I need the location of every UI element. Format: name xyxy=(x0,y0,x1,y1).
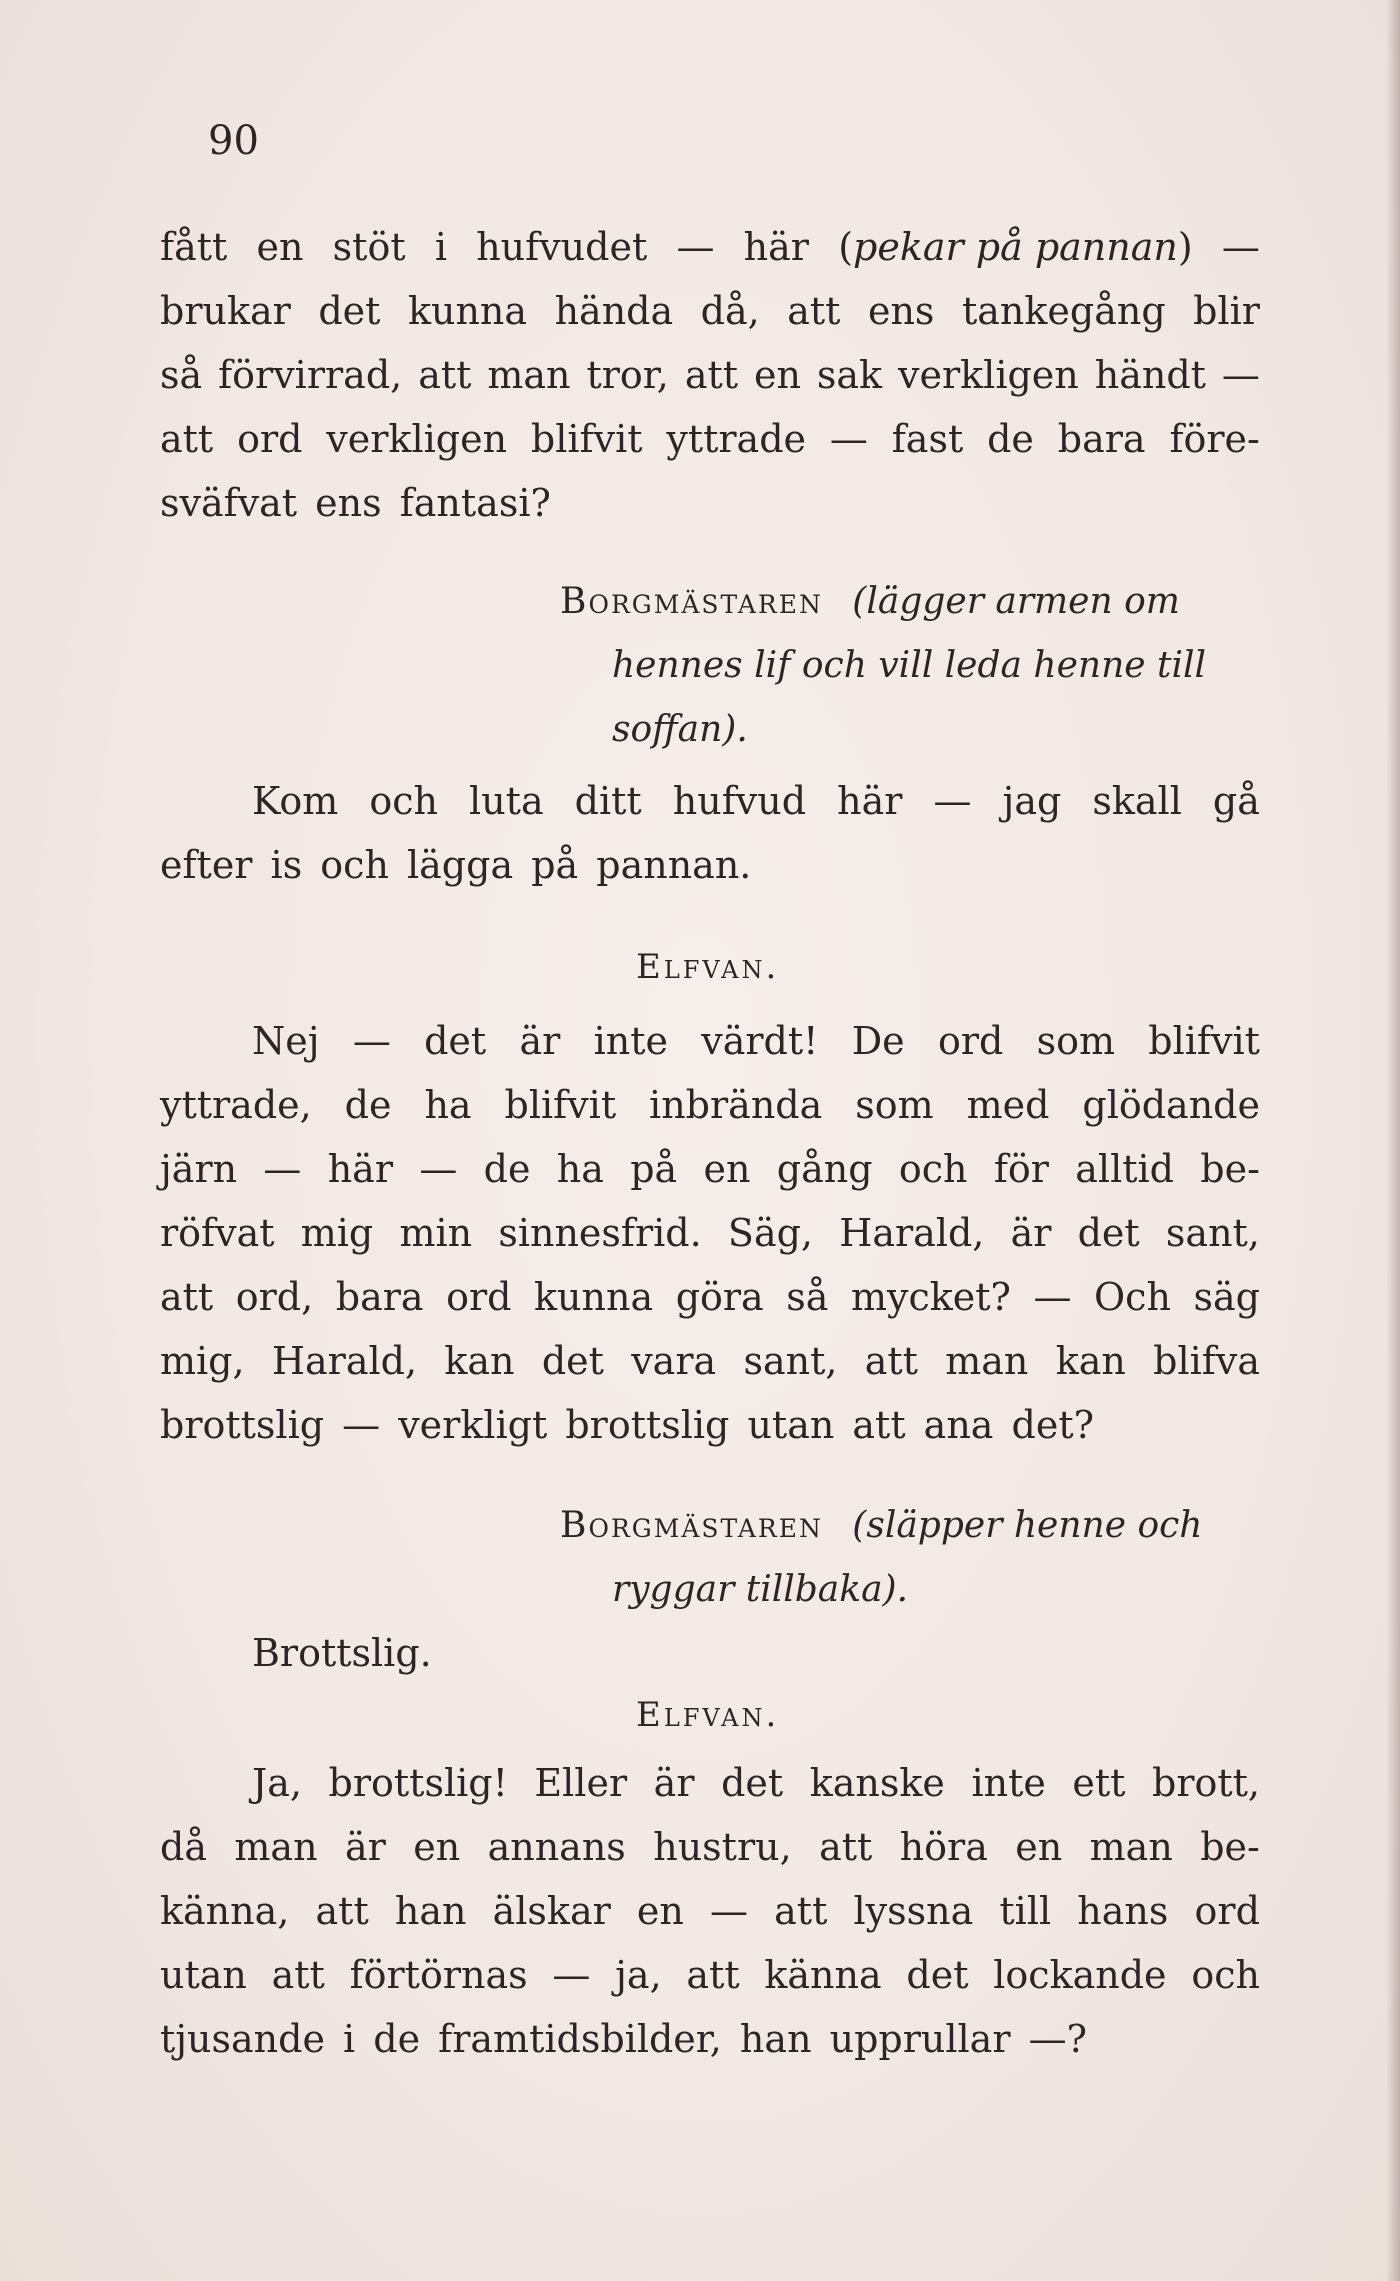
word: — xyxy=(933,779,972,823)
word: en xyxy=(703,1147,751,1191)
text-line xyxy=(252,779,1260,823)
word: utan xyxy=(160,1953,247,1997)
word: jag xyxy=(1002,779,1062,823)
word: sak xyxy=(816,353,883,397)
direction-text: ryggar tillbaka). xyxy=(612,1569,909,1610)
text-line xyxy=(252,1761,1260,1805)
word: — xyxy=(829,417,868,461)
word: hans xyxy=(1077,1889,1169,1933)
word: mig xyxy=(300,1211,374,1255)
word: — xyxy=(676,225,715,269)
text-line xyxy=(160,1953,1260,1997)
word: en xyxy=(1015,1825,1063,1869)
word: verkligen xyxy=(898,353,1079,397)
word: en xyxy=(753,353,801,397)
word: stöt xyxy=(332,225,406,269)
page-number: 90 xyxy=(208,118,259,164)
text-line-5: sväfvat ens fantasi? xyxy=(160,481,551,525)
word: ord xyxy=(1194,1889,1260,1933)
word: tror, xyxy=(586,353,669,397)
word: förtörnas xyxy=(349,1953,528,1997)
word: de xyxy=(344,1083,392,1127)
word: så xyxy=(160,353,203,397)
speaker-name: Elfvan. xyxy=(636,947,780,987)
word: att xyxy=(160,417,214,461)
word: att xyxy=(315,1889,369,1933)
direction-text: soffan). xyxy=(612,709,748,750)
word: — xyxy=(352,1019,391,1063)
word: ha xyxy=(556,1147,604,1191)
word: man xyxy=(1089,1825,1173,1869)
word: att xyxy=(684,353,739,397)
word: för xyxy=(993,1147,1049,1191)
word: är xyxy=(519,1019,561,1063)
word: blifvit xyxy=(1148,1019,1260,1063)
text-line xyxy=(160,1889,1260,1933)
word: höra xyxy=(899,1825,988,1869)
word: ord xyxy=(237,417,303,461)
word: mycket? xyxy=(850,1275,1011,1319)
word: Harald, xyxy=(271,1339,418,1383)
stage-direction-1 xyxy=(560,581,1180,622)
word: annans xyxy=(487,1825,626,1869)
word: att xyxy=(271,1953,325,1997)
word: Nej xyxy=(252,1019,320,1063)
word: händt xyxy=(1094,353,1206,397)
word: blir xyxy=(1193,289,1260,333)
word: hufvudet xyxy=(476,225,648,269)
word: som xyxy=(855,1083,934,1127)
word: De xyxy=(851,1019,905,1063)
text-line: efter is och lägga på pannan. xyxy=(160,843,752,887)
word: en xyxy=(256,225,304,269)
word: Och xyxy=(1094,1275,1171,1319)
word: det xyxy=(424,1019,487,1063)
word: och xyxy=(1191,1953,1260,1997)
word: på xyxy=(630,1147,678,1191)
word: — xyxy=(1221,225,1260,269)
word: en xyxy=(413,1825,461,1869)
stage-direction-inline: (pekar på pannan) xyxy=(838,225,1193,269)
word: att xyxy=(418,353,472,397)
word: tankegång xyxy=(961,289,1166,333)
word: en xyxy=(636,1889,684,1933)
text-line xyxy=(160,1275,1260,1319)
word: säg xyxy=(1193,1275,1260,1319)
word: här xyxy=(837,779,903,823)
word: det xyxy=(721,1761,784,1805)
word: man xyxy=(945,1339,1029,1383)
speaker-name: Borgmästaren xyxy=(560,1505,823,1546)
word: här xyxy=(743,225,809,269)
page-edge-shadow xyxy=(1386,0,1400,2281)
word: hufvud xyxy=(672,779,807,823)
word: här xyxy=(327,1147,393,1191)
word: lockande xyxy=(993,1953,1167,1997)
word: min xyxy=(399,1211,473,1255)
word: luta xyxy=(469,779,544,823)
word: det xyxy=(541,1339,604,1383)
word: be- xyxy=(1200,1825,1260,1869)
word: bara xyxy=(1057,417,1146,461)
word: hustru, xyxy=(653,1825,792,1869)
word: blifva xyxy=(1153,1339,1260,1383)
word: är xyxy=(344,1825,386,1869)
word: kan xyxy=(444,1339,515,1383)
word: och xyxy=(898,1147,968,1191)
word: som xyxy=(1036,1019,1116,1063)
text-line xyxy=(160,1211,1260,1255)
speaker-name: Borgmästaren xyxy=(560,581,823,622)
word: ja, xyxy=(615,1953,662,1997)
word: förvirrad, xyxy=(218,353,403,397)
word: till xyxy=(999,1889,1052,1933)
word: ett xyxy=(1072,1761,1126,1805)
word: ditt xyxy=(574,779,642,823)
word: fast xyxy=(891,417,964,461)
word: be- xyxy=(1200,1147,1260,1191)
word: brukar xyxy=(160,289,291,333)
word: brottslig! xyxy=(328,1761,508,1805)
direction-text: (släpper henne och xyxy=(852,1505,1203,1546)
word: man xyxy=(234,1825,318,1869)
word: ord xyxy=(446,1275,512,1319)
word: brott, xyxy=(1152,1761,1260,1805)
word: lyssna xyxy=(853,1889,974,1933)
word: att xyxy=(774,1889,828,1933)
word: yttrade, xyxy=(160,1083,312,1127)
word: — xyxy=(263,1147,302,1191)
word: inte xyxy=(971,1761,1046,1805)
word: hända xyxy=(554,289,674,333)
word: gång xyxy=(776,1147,873,1191)
word: att xyxy=(819,1825,873,1869)
word: vara xyxy=(631,1339,717,1383)
word: verkligen xyxy=(326,417,508,461)
word: älskar xyxy=(492,1889,611,1933)
text-line-1 xyxy=(160,225,1260,269)
word: de xyxy=(987,417,1034,461)
text-line xyxy=(160,1083,1260,1127)
word: — xyxy=(1033,1275,1072,1319)
word: sant, xyxy=(1165,1211,1260,1255)
word: — xyxy=(710,1889,749,1933)
speaker-name: Elfvan. xyxy=(636,1695,780,1735)
word: sant, xyxy=(743,1339,838,1383)
direction-text: hennes lif och vill leda henne till xyxy=(612,645,1207,686)
word: ens xyxy=(867,289,935,333)
word: glödande xyxy=(1082,1083,1260,1127)
word: att xyxy=(160,1275,214,1319)
word: fått xyxy=(160,225,228,269)
word: ord xyxy=(937,1019,1004,1063)
word: ord, xyxy=(235,1275,314,1319)
text-line-4 xyxy=(160,417,1260,461)
word: de xyxy=(483,1147,531,1191)
word: det xyxy=(318,289,381,333)
word: — xyxy=(552,1953,591,1997)
word: är xyxy=(1010,1211,1052,1255)
word: är xyxy=(653,1761,695,1805)
text-line-2 xyxy=(160,289,1260,333)
text-line xyxy=(160,1339,1260,1383)
word: sinnesfrid. xyxy=(498,1211,702,1255)
word: och xyxy=(369,779,438,823)
word: värdt! xyxy=(701,1019,819,1063)
word: järn xyxy=(160,1147,238,1191)
word: att xyxy=(864,1339,918,1383)
word: Eller xyxy=(534,1761,628,1805)
word: det xyxy=(1077,1211,1140,1255)
word: att xyxy=(686,1953,740,1997)
text-line: brottslig — verkligt brottslig utan att ana det? xyxy=(160,1403,1094,1447)
word: så xyxy=(786,1275,829,1319)
word: gå xyxy=(1212,779,1260,823)
word: före- xyxy=(1169,417,1260,461)
word: Ja, xyxy=(252,1761,302,1805)
word: kan xyxy=(1055,1339,1126,1383)
word: yttrade xyxy=(666,417,807,461)
word: då, xyxy=(700,289,760,333)
text-line xyxy=(160,1825,1260,1869)
word: alltid xyxy=(1075,1147,1174,1191)
word: inte xyxy=(593,1019,668,1063)
text-line: Brottslig. xyxy=(252,1631,432,1675)
word: kunna xyxy=(407,289,528,333)
word: mig, xyxy=(160,1339,245,1383)
word: känna xyxy=(764,1953,882,1997)
word: att xyxy=(787,289,841,333)
word: — xyxy=(1221,353,1260,397)
word: bara xyxy=(335,1275,424,1319)
word: Harald, xyxy=(839,1211,985,1255)
text-line: tjusande i de framtidsbilder, han upprullar —? xyxy=(160,2017,1087,2061)
word: ha xyxy=(424,1083,472,1127)
word: han xyxy=(394,1889,467,1933)
text-line xyxy=(160,1147,1260,1191)
word: kanske xyxy=(809,1761,945,1805)
stage-direction-2 xyxy=(560,1505,1203,1546)
word: i xyxy=(434,225,447,269)
word: kunna xyxy=(534,1275,654,1319)
word: skall xyxy=(1092,779,1182,823)
word: då xyxy=(160,1825,207,1869)
word: känna, xyxy=(160,1889,290,1933)
word: Kom xyxy=(252,779,339,823)
word: blifvit xyxy=(504,1083,617,1127)
word: röfvat xyxy=(160,1211,275,1255)
word: inbrända xyxy=(649,1083,823,1127)
word: med xyxy=(966,1083,1050,1127)
word: Säg, xyxy=(727,1211,813,1255)
word: man xyxy=(487,353,571,397)
direction-text: (lägger armen om xyxy=(852,581,1180,622)
word: — xyxy=(419,1147,458,1191)
text-line-3 xyxy=(160,353,1260,397)
word: göra xyxy=(675,1275,764,1319)
word: blifvit xyxy=(530,417,643,461)
word: det xyxy=(906,1953,969,1997)
text-line xyxy=(252,1019,1260,1063)
